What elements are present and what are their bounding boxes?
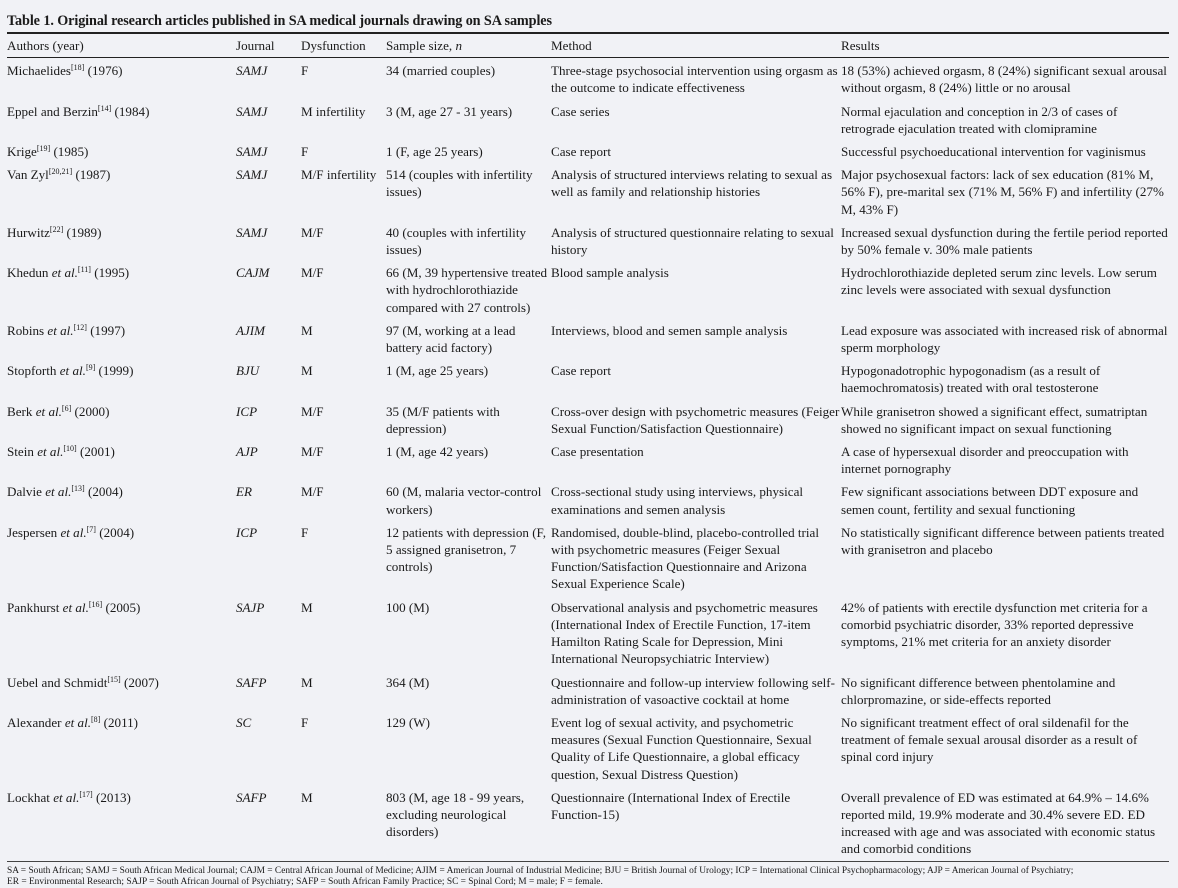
cell-author <box>7 260 236 318</box>
cell-results: No significant difference between phentolamine and chlorpromazine, or side-effects reported <box>841 674 1116 707</box>
table-title: Table 1. Original research articles published in SA medical journals drawing on SA samples <box>7 13 552 29</box>
publication-year: (1987) <box>75 167 111 183</box>
cell-journal: ER <box>236 484 252 500</box>
cell-dysfunction: F <box>301 63 309 79</box>
cell-method: Interviews, blood and semen sample analysis <box>551 322 788 338</box>
cell-sample-size: 97 (M, working at a lead battery acid factory) <box>386 322 516 356</box>
cell-method: Case report <box>551 363 611 379</box>
reference-number: [11] <box>77 265 91 275</box>
cell-method: Analysis of structured questionnaire relating to sexual history <box>551 224 834 258</box>
cell-dysfunction: F <box>301 524 309 540</box>
cell-results: 42% of patients with erectile dysfunction met criteria for a comorbid psychiatric disorder, 33% reported depressive symptoms, 21% met criteria for an anxiety disorder <box>841 599 1148 650</box>
publication-year: (1984) <box>114 103 150 119</box>
author-et-al: et al. <box>45 484 72 500</box>
table-row <box>7 220 1169 260</box>
cell-author <box>7 318 236 358</box>
reference-number: [7] <box>86 524 96 534</box>
reference-number: [17] <box>79 789 93 799</box>
author-et-al: et al. <box>53 789 80 805</box>
cell-journal: SAJP <box>236 599 265 615</box>
header-sample-size-n: n <box>455 38 462 53</box>
reference-number: [13] <box>71 484 85 494</box>
cell-results: Hydrochlorothiazide depleted serum zinc levels. Low serum zinc levels were associated with sexual dysfunction <box>841 265 1157 298</box>
cell-dysfunction: F <box>301 714 309 730</box>
cell-method: Case presentation <box>551 444 644 460</box>
cell-author <box>7 710 236 785</box>
footnote-line-1: SA = South African; SAMJ = South African Medical Journal; CAJM = Central African Journal of Medicine; AJIM = American Journal of Industrial Medicine; BJU = British Journal of Urology; ICP = International Clinical Psychopharmacology; AJP = American Journal of Psychiatry; <box>7 865 1074 876</box>
cell-dysfunction: M/F <box>301 265 324 281</box>
cell-journal: BJU <box>236 363 260 379</box>
cell-results: Normal ejaculation and conception in 2/3 of cases of retrograde ejaculation treated with clomipramine <box>841 103 1118 136</box>
cell-journal: SAMJ <box>236 63 268 79</box>
publication-year: (1989) <box>66 224 102 240</box>
cell-method: Cross-sectional study using interviews, physical examinations and semen analysis <box>551 484 804 517</box>
author-name: Hurwitz <box>7 224 50 240</box>
publication-year: (1995) <box>94 265 130 281</box>
table-figure <box>7 12 1169 888</box>
cell-journal: SAMJ <box>236 144 268 160</box>
reference-number: [19] <box>36 144 51 154</box>
table-row <box>7 785 1169 861</box>
cell-sample-size: 34 (married couples) <box>386 63 496 79</box>
publication-year: (1976) <box>87 63 123 79</box>
cell-journal: AJIM <box>236 322 266 338</box>
cell-author <box>7 439 236 479</box>
author-name: Michaelides <box>7 63 71 79</box>
table-row <box>7 162 1169 220</box>
cell-dysfunction: F <box>301 144 309 160</box>
table-row <box>7 99 1169 139</box>
cell-results: Successful psychoeducational intervention for vaginismus <box>841 144 1146 160</box>
publication-year: (2007) <box>123 674 159 690</box>
author-et-al: et al. <box>51 265 78 281</box>
cell-method: Cross-over design with psychometric measures (Feiger Sexual Function/Satisfaction Questionnaire) <box>551 403 840 436</box>
publication-year: (2005) <box>105 599 141 615</box>
cell-author <box>7 670 236 710</box>
cell-sample-size: 3 (M, age 27 - 31 years) <box>386 103 513 119</box>
header-method: Method <box>551 34 841 58</box>
cell-journal: SAFP <box>236 674 267 690</box>
cell-sample-size: 129 (W) <box>386 714 430 730</box>
table-row <box>7 318 1169 358</box>
cell-method: Case series <box>551 103 610 119</box>
cell-journal: SC <box>236 714 252 730</box>
table-row <box>7 710 1169 785</box>
publication-year: (1997) <box>90 322 126 338</box>
header-journal: Journal <box>236 34 301 58</box>
header-sample-size-label: Sample size, <box>386 38 456 53</box>
cell-method: Analysis of structured interviews relating to sexual as well as family and relationship histories <box>551 167 833 200</box>
publication-year: (2004) <box>87 484 123 500</box>
cell-author <box>7 220 236 260</box>
cell-method: Three-stage psychosocial intervention using orgasm as the outcome to indicate effectiveness <box>551 63 838 96</box>
cell-author <box>7 99 236 139</box>
cell-author <box>7 399 236 439</box>
reference-number: [9] <box>85 363 96 373</box>
cell-results: Hypogonadotrophic hypogonadism (as a result of haemochromatosis) treated with oral testosterone <box>841 363 1101 396</box>
author-name: Jespersen <box>7 524 61 540</box>
author-name: Lockhat <box>7 789 54 805</box>
cell-results: Few significant associations between DDT exposure and semen count, fertility and sexual functioning <box>841 484 1139 517</box>
cell-dysfunction: M <box>301 322 313 338</box>
cell-dysfunction: M infertility <box>301 103 366 119</box>
cell-author <box>7 785 236 861</box>
header-dysfunction: Dysfunction <box>301 34 386 58</box>
reference-number: [16] <box>88 599 103 609</box>
author-et-al: et al. <box>59 363 86 379</box>
cell-method: Randomised, double-blind, placebo-controlled trial with psychometric measures (Feiger Sexual Function/Satisfaction Questionnaire and Arizona Sexual Experience Scale) <box>551 524 819 592</box>
author-name: Dalvie <box>7 484 46 500</box>
reference-number: [6] <box>61 403 72 413</box>
table-body <box>7 58 1169 861</box>
cell-sample-size: 60 (M, malaria vector-control workers) <box>386 484 542 517</box>
cell-results: Major psychosexual factors: lack of sex education (81% M, 56% F), pre-marital sex (71% M, 56% F) and infertility (27% M, 43% F) <box>841 167 1164 217</box>
cell-journal: ICP <box>236 403 258 419</box>
cell-dysfunction: M/F infertility <box>301 167 377 183</box>
table-row <box>7 58 1169 99</box>
cell-journal: AJP <box>236 444 258 460</box>
table-row <box>7 520 1169 595</box>
cell-journal: SAMJ <box>236 167 268 183</box>
cell-author <box>7 358 236 398</box>
author-et-al: et al. <box>60 524 87 540</box>
cell-author <box>7 520 236 595</box>
cell-method: Blood sample analysis <box>551 265 669 281</box>
cell-journal: ICP <box>236 524 258 540</box>
cell-sample-size: 12 patients with depression (F, 5 assigned granisetron, 7 controls) <box>386 524 547 575</box>
publication-year: (2013) <box>95 789 131 805</box>
reference-number: [12] <box>73 322 87 332</box>
author-name: Berk <box>7 403 36 419</box>
table-row <box>7 439 1169 479</box>
cell-results: 18 (53%) achieved orgasm, 8 (24%) significant sexual arousal without orgasm, 8 (24%) little or no arousal <box>841 63 1167 96</box>
cell-journal: SAMJ <box>236 224 268 240</box>
cell-results: Increased sexual dysfunction during the fertile period reported by 50% female v. 30% male patients <box>841 224 1168 258</box>
table-row <box>7 139 1169 162</box>
table-row <box>7 358 1169 398</box>
cell-method: Questionnaire (International Index of Erectile Function-15) <box>551 785 841 861</box>
table-row <box>7 595 1169 670</box>
publication-year: (1985) <box>53 144 89 160</box>
cell-sample-size: 66 (M, 39 hypertensive treated with hydrochlorothiazide compared with 27 controls) <box>386 265 548 315</box>
cell-sample-size: 40 (couples with infertility issues) <box>386 224 527 258</box>
cell-sample-size: 1 (F, age 25 years) <box>386 144 483 160</box>
table-row <box>7 260 1169 318</box>
cell-sample-size: 364 (M) <box>386 674 430 690</box>
research-articles-table <box>7 34 1169 862</box>
author-et-al: et al. <box>35 403 62 419</box>
cell-results: No significant treatment effect of oral sildenafil for the treatment of female sexual arousal disorder as a result of spinal cord injury <box>841 714 1138 765</box>
cell-results: A case of hypersexual disorder and preoccupation with internet pornography <box>841 444 1129 477</box>
cell-sample-size: 100 (M) <box>386 599 430 615</box>
cell-sample-size: 35 (M/F patients with depression) <box>386 403 500 436</box>
cell-method: Event log of sexual activity, and psychometric measures (Sexual Function Questionnaire, Sexual Quality of Life Questionnaire, a global efficacy question, Sexual Distress Question) <box>551 714 812 782</box>
author-name: Alexander <box>7 714 65 730</box>
cell-dysfunction: M <box>301 599 313 615</box>
cell-dysfunction: M/F <box>301 484 324 500</box>
reference-number: [15] <box>107 674 121 684</box>
author-name: Uebel and Schmidt <box>7 674 108 690</box>
header-results: Results <box>841 34 1169 58</box>
author-name: Khedun <box>7 265 52 281</box>
cell-method: Questionnaire and follow-up interview following self-administration of vasoactive cocktail at home <box>551 674 835 707</box>
author-name: Stopforth <box>7 363 60 379</box>
publication-year: (2001) <box>80 444 115 460</box>
cell-dysfunction: M <box>301 785 386 861</box>
author-name: Krige <box>7 144 37 160</box>
header-authors: Authors (year) <box>7 34 236 58</box>
publication-year: (2000) <box>74 403 110 419</box>
cell-journal: CAJM <box>236 265 270 281</box>
header-row <box>7 34 1169 58</box>
publication-year: (2011) <box>103 714 139 730</box>
table-row <box>7 670 1169 710</box>
cell-author <box>7 595 236 670</box>
cell-sample-size: 803 (M, age 18 - 99 years, excluding neurological disorders) <box>386 785 551 861</box>
author-name: Van Zyl <box>7 167 49 183</box>
table-footnote <box>7 866 1169 888</box>
cell-dysfunction: M/F <box>301 224 324 240</box>
author-et-al: et al. <box>64 714 91 730</box>
cell-author <box>7 479 236 519</box>
author-name: Stein <box>7 444 38 460</box>
cell-sample-size: 514 (couples with infertility issues) <box>386 167 533 200</box>
table-row <box>7 479 1169 519</box>
reference-number: [18] <box>71 63 85 73</box>
author-et-al: et al. <box>37 444 64 460</box>
cell-dysfunction: M/F <box>301 403 324 419</box>
author-et-al: et al. <box>47 322 74 338</box>
reference-number: [22] <box>49 224 64 234</box>
cell-sample-size: 1 (M, age 25 years) <box>386 363 489 379</box>
cell-dysfunction: M/F <box>301 444 324 460</box>
cell-results: Overall prevalence of ED was estimated at 64.9% – 14.6% reported mild, 19.9% moderate and 30.4% severe ED. ED increased with age and was associated with economic status and comorbid conditions <box>841 785 1169 861</box>
reference-number: [20,21] <box>48 167 73 177</box>
cell-method: Case report <box>551 144 611 160</box>
cell-author <box>7 162 236 220</box>
cell-journal: SAFP <box>236 785 301 861</box>
cell-results: Lead exposure was associated with increased risk of abnormal sperm morphology <box>841 322 1168 356</box>
cell-author <box>7 58 236 99</box>
cell-sample-size: 1 (M, age 42 years) <box>386 444 489 460</box>
publication-year: (2004) <box>99 524 135 540</box>
author-name: Eppel and Berzin <box>7 103 98 119</box>
reference-number: [8] <box>91 714 101 724</box>
footnote-line-2: ER = Environmental Research; SAJP = South African Journal of Psychiatry; SAFP = South African Family Practice; SC = Spinal Cord; M = male; F = female. <box>7 876 603 887</box>
header-sample-size <box>386 34 551 58</box>
cell-method: Observational analysis and psychometric measures (International Index of Erectile Function, 17-item Hamilton Rating Scale for Depression, Mini International Neuropsychiatric Interview) <box>551 599 818 667</box>
reference-number: [10] <box>63 444 77 454</box>
author-name: Pankhurst <box>7 599 63 615</box>
cell-journal: SAMJ <box>236 103 268 119</box>
author-name: Robins <box>7 322 48 338</box>
cell-results: While granisetron showed a significant effect, sumatriptan showed no significant impact on sexual functioning <box>841 403 1148 436</box>
author-et-al: et al. <box>62 599 89 615</box>
publication-year: (1999) <box>98 363 134 379</box>
table-row <box>7 399 1169 439</box>
cell-author <box>7 139 236 162</box>
reference-number: [14] <box>97 103 112 113</box>
cell-dysfunction: M <box>301 674 313 690</box>
cell-results: No statistically significant difference between patients treated with granisetron and placebo <box>841 524 1165 558</box>
cell-dysfunction: M <box>301 363 313 379</box>
